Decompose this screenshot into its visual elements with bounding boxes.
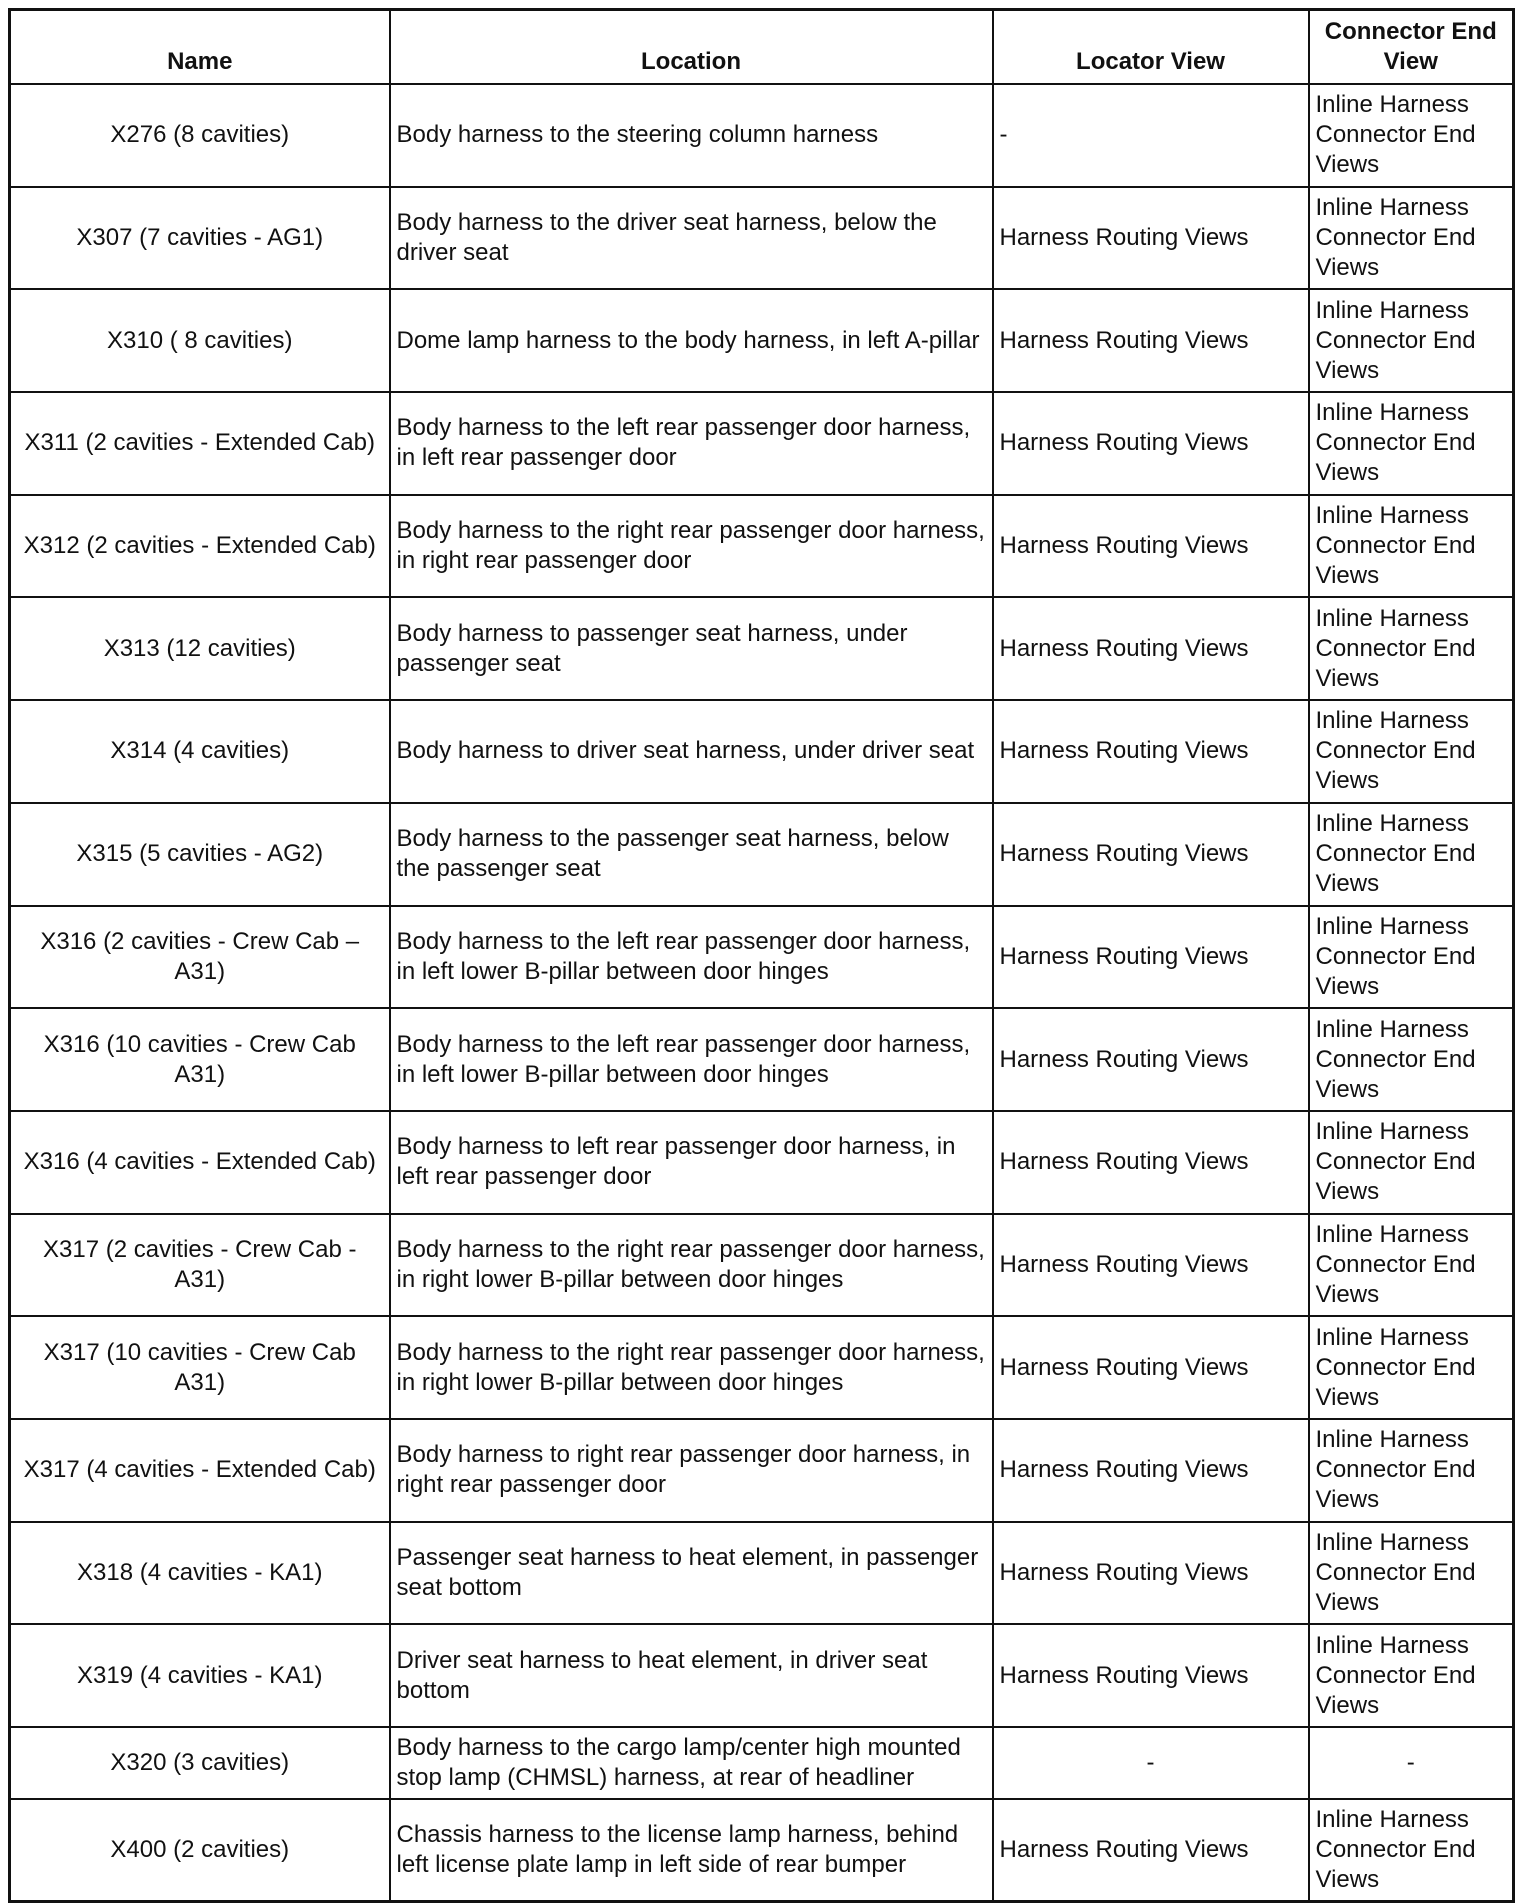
table-row	[10, 495, 1514, 598]
table-row	[10, 1111, 1514, 1214]
table-row	[10, 1624, 1514, 1727]
cell-name: X315 (5 cavities - AG2)	[10, 803, 390, 906]
cell-connector-end-view: Inline Harness Connector End Views	[1309, 597, 1514, 700]
cell-location: Body harness to the left rear passenger door harness, in left lower B-pillar between door hinges	[390, 906, 993, 1009]
cell-location: Chassis harness to the license lamp harness, behind left license plate lamp in left side of rear bumper	[390, 1799, 993, 1902]
header-row	[10, 10, 1514, 85]
cell-connector-end-view: Inline Harness Connector End Views	[1309, 1624, 1514, 1727]
cell-location: Body harness to left rear passenger door harness, in left rear passenger door	[390, 1111, 993, 1214]
cell-locator-view: -	[993, 84, 1309, 187]
cell-location: Body harness to the right rear passenger door harness, in right lower B-pillar between door hinges	[390, 1214, 993, 1317]
table-row	[10, 1799, 1514, 1902]
cell-location: Body harness to right rear passenger door harness, in right rear passenger door	[390, 1419, 993, 1522]
cell-name: X311 (2 cavities - Extended Cab)	[10, 392, 390, 495]
table-row	[10, 906, 1514, 1009]
cell-locator-view: Harness Routing Views	[993, 1214, 1309, 1317]
cell-name: X316 (2 cavities - Crew Cab – A31)	[10, 906, 390, 1009]
header-connector-end-view: Connector End View	[1309, 10, 1514, 85]
cell-name: X400 (2 cavities)	[10, 1799, 390, 1902]
cell-location: Body harness to the right rear passenger door harness, in right lower B-pillar between door hinges	[390, 1316, 993, 1419]
cell-connector-end-view: Inline Harness Connector End Views	[1309, 803, 1514, 906]
connector-table	[8, 8, 1515, 1903]
cell-locator-view: Harness Routing Views	[993, 1111, 1309, 1214]
cell-connector-end-view: Inline Harness Connector End Views	[1309, 700, 1514, 803]
header-locator-view: Locator View	[993, 10, 1309, 85]
connector-table-page	[8, 8, 1512, 1903]
cell-locator-view: Harness Routing Views	[993, 187, 1309, 290]
cell-location: Body harness to the right rear passenger door harness, in right rear passenger door	[390, 495, 993, 598]
cell-locator-view: Harness Routing Views	[993, 1316, 1309, 1419]
cell-name: X314 (4 cavities)	[10, 700, 390, 803]
cell-name: X312 (2 cavities - Extended Cab)	[10, 495, 390, 598]
cell-connector-end-view: Inline Harness Connector End Views	[1309, 392, 1514, 495]
cell-locator-view: Harness Routing Views	[993, 1799, 1309, 1902]
cell-locator-view: Harness Routing Views	[993, 392, 1309, 495]
cell-connector-end-view: Inline Harness Connector End Views	[1309, 1111, 1514, 1214]
header-location: Location	[390, 10, 993, 85]
table-row	[10, 289, 1514, 392]
cell-location: Body harness to passenger seat harness, under passenger seat	[390, 597, 993, 700]
cell-connector-end-view: Inline Harness Connector End Views	[1309, 1214, 1514, 1317]
cell-connector-end-view: Inline Harness Connector End Views	[1309, 1316, 1514, 1419]
table-header	[10, 10, 1514, 85]
cell-location: Body harness to the driver seat harness, below the driver seat	[390, 187, 993, 290]
cell-name: X313 (12 cavities)	[10, 597, 390, 700]
table-row	[10, 1008, 1514, 1111]
cell-location: Body harness to the left rear passenger door harness, in left rear passenger door	[390, 392, 993, 495]
table-row	[10, 803, 1514, 906]
table-row	[10, 597, 1514, 700]
table-row	[10, 1522, 1514, 1625]
cell-locator-view: Harness Routing Views	[993, 597, 1309, 700]
cell-location: Body harness to the steering column harness	[390, 84, 993, 187]
cell-locator-view: Harness Routing Views	[993, 1522, 1309, 1625]
table-row	[10, 187, 1514, 290]
table-row	[10, 1316, 1514, 1419]
cell-location: Body harness to the passenger seat harness, below the passenger seat	[390, 803, 993, 906]
cell-connector-end-view: Inline Harness Connector End Views	[1309, 84, 1514, 187]
cell-name: X317 (4 cavities - Extended Cab)	[10, 1419, 390, 1522]
cell-name: X307 (7 cavities - AG1)	[10, 187, 390, 290]
cell-name: X319 (4 cavities - KA1)	[10, 1624, 390, 1727]
cell-location: Passenger seat harness to heat element, in passenger seat bottom	[390, 1522, 993, 1625]
table-row	[10, 392, 1514, 495]
cell-name: X310 ( 8 cavities)	[10, 289, 390, 392]
cell-location: Driver seat harness to heat element, in driver seat bottom	[390, 1624, 993, 1727]
cell-connector-end-view: Inline Harness Connector End Views	[1309, 1008, 1514, 1111]
cell-location: Dome lamp harness to the body harness, in left A-pillar	[390, 289, 993, 392]
cell-connector-end-view: Inline Harness Connector End Views	[1309, 1522, 1514, 1625]
cell-name: X320 (3 cavities)	[10, 1727, 390, 1799]
table-row	[10, 84, 1514, 187]
table-row	[10, 1214, 1514, 1317]
cell-connector-end-view: Inline Harness Connector End Views	[1309, 1799, 1514, 1902]
table-row	[10, 1727, 1514, 1799]
cell-connector-end-view: Inline Harness Connector End Views	[1309, 187, 1514, 290]
table-body	[10, 84, 1514, 1902]
cell-connector-end-view: Inline Harness Connector End Views	[1309, 289, 1514, 392]
cell-location: Body harness to the cargo lamp/center high mounted stop lamp (CHMSL) harness, at rear of headliner	[390, 1727, 993, 1799]
cell-locator-view: Harness Routing Views	[993, 803, 1309, 906]
cell-locator-view: Harness Routing Views	[993, 289, 1309, 392]
cell-location: Body harness to the left rear passenger door harness, in left lower B-pillar between door hinges	[390, 1008, 993, 1111]
table-row	[10, 1419, 1514, 1522]
cell-name: X276 (8 cavities)	[10, 84, 390, 187]
cell-name: X317 (10 cavities - Crew Cab A31)	[10, 1316, 390, 1419]
header-name: Name	[10, 10, 390, 85]
cell-locator-view: Harness Routing Views	[993, 1624, 1309, 1727]
cell-locator-view: Harness Routing Views	[993, 906, 1309, 1009]
cell-connector-end-view: Inline Harness Connector End Views	[1309, 1419, 1514, 1522]
cell-name: X316 (4 cavities - Extended Cab)	[10, 1111, 390, 1214]
cell-name: X316 (10 cavities - Crew Cab A31)	[10, 1008, 390, 1111]
table-row	[10, 700, 1514, 803]
cell-connector-end-view: -	[1309, 1727, 1514, 1799]
cell-locator-view: -	[993, 1727, 1309, 1799]
cell-locator-view: Harness Routing Views	[993, 1419, 1309, 1522]
cell-name: X317 (2 cavities - Crew Cab - A31)	[10, 1214, 390, 1317]
cell-connector-end-view: Inline Harness Connector End Views	[1309, 495, 1514, 598]
cell-connector-end-view: Inline Harness Connector End Views	[1309, 906, 1514, 1009]
cell-locator-view: Harness Routing Views	[993, 700, 1309, 803]
cell-location: Body harness to driver seat harness, under driver seat	[390, 700, 993, 803]
cell-locator-view: Harness Routing Views	[993, 1008, 1309, 1111]
cell-name: X318 (4 cavities - KA1)	[10, 1522, 390, 1625]
cell-locator-view: Harness Routing Views	[993, 495, 1309, 598]
